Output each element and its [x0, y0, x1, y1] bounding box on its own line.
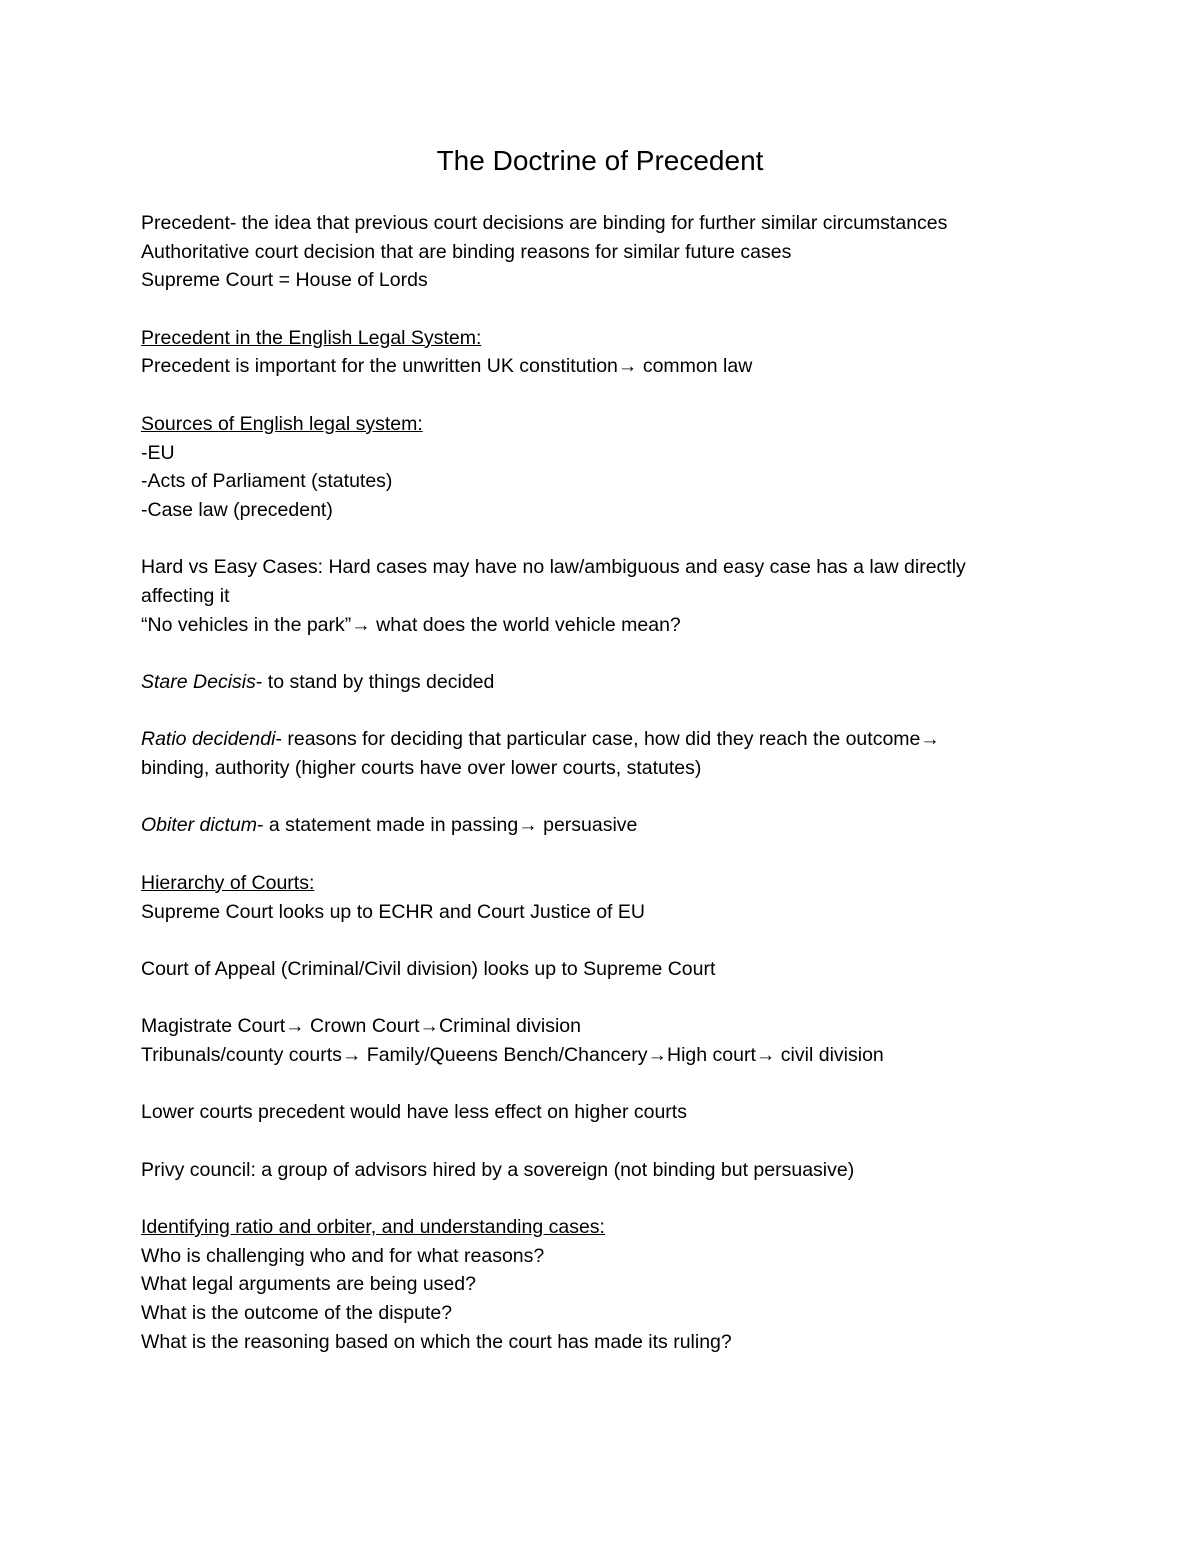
- arrow-icon: →: [419, 1015, 440, 1038]
- term: Stare Decisis: [141, 671, 256, 693]
- arrow-icon: →: [341, 1043, 362, 1066]
- paragraph-line: Ratio decidendi- reasons for deciding that particular case, how did they reach the outcome→: [141, 728, 940, 751]
- paragraph-line: Lower courts precedent would have less effect on higher courts: [141, 1101, 687, 1124]
- paragraph-line: “No vehicles in the park”→ what does the world vehicle mean?: [141, 613, 681, 636]
- arrow-icon: →: [920, 728, 940, 751]
- paragraph-line: Hard vs Easy Cases: Hard cases may have no law/ambiguous and easy case has a law directly: [141, 556, 966, 579]
- intro-line: Authoritative court decision that are binding reasons for similar future cases: [141, 240, 792, 263]
- paragraph-line: Supreme Court looks up to ECHR and Court Justice of EU: [141, 900, 645, 923]
- question-line: Who is challenging who and for what reasons?: [141, 1244, 545, 1267]
- paragraph-line: Stare Decisis- to stand by things decided: [141, 671, 495, 693]
- section-heading: Identifying ratio and orbiter, and understanding cases:: [141, 1216, 605, 1239]
- term: Ratio decidendi: [141, 728, 276, 751]
- list-item: -Acts of Parliament (statutes): [141, 470, 393, 493]
- arrow-icon: →: [351, 613, 371, 636]
- paragraph-line: Court of Appeal (Criminal/Civil division) looks up to Supreme Court: [141, 957, 716, 980]
- question-line: What is the reasoning based on which the court has made its ruling?: [141, 1330, 732, 1353]
- paragraph-line: Privy council: a group of advisors hired by a sovereign (not binding but persuasive): [141, 1158, 855, 1181]
- document-body: [141, 209, 1141, 1357]
- intro-line: Supreme Court = House of Lords: [141, 269, 428, 292]
- paragraph-line: Obiter dictum- a statement made in passing→ persuasive: [141, 814, 638, 837]
- paragraph-line: Magistrate Court→ Crown Court→Criminal division: [141, 1015, 581, 1038]
- arrow-icon: →: [518, 814, 538, 837]
- intro-line: Precedent- the idea that previous court decisions are binding for further similar circumstances: [141, 212, 948, 234]
- list-item: -EU: [141, 441, 175, 464]
- term: Obiter dictum: [141, 814, 257, 837]
- arrow-icon: →: [755, 1043, 776, 1066]
- list-item: -Case law (precedent): [141, 498, 333, 521]
- question-line: What legal arguments are being used?: [141, 1273, 476, 1296]
- document-title: The Doctrine of Precedent: [436, 145, 764, 176]
- arrow-icon: →: [647, 1043, 668, 1066]
- section-heading: Sources of English legal system:: [141, 412, 423, 435]
- section-heading: Hierarchy of Courts:: [141, 871, 315, 894]
- arrow-icon: →: [285, 1015, 305, 1038]
- paragraph-line: Tribunals/county courts→ Family/Queens Bench/Chancery→High court→ civil division: [141, 1043, 884, 1066]
- paragraph-line: Precedent is important for the unwritten UK constitution→ common law: [141, 355, 753, 378]
- paragraph-line: affecting it: [141, 584, 230, 607]
- arrow-icon: →: [617, 355, 638, 378]
- section-heading: Precedent in the English Legal System:: [141, 326, 482, 349]
- question-line: What is the outcome of the dispute?: [141, 1302, 453, 1325]
- paragraph-line: binding, authority (higher courts have over lower courts, statutes): [141, 757, 702, 780]
